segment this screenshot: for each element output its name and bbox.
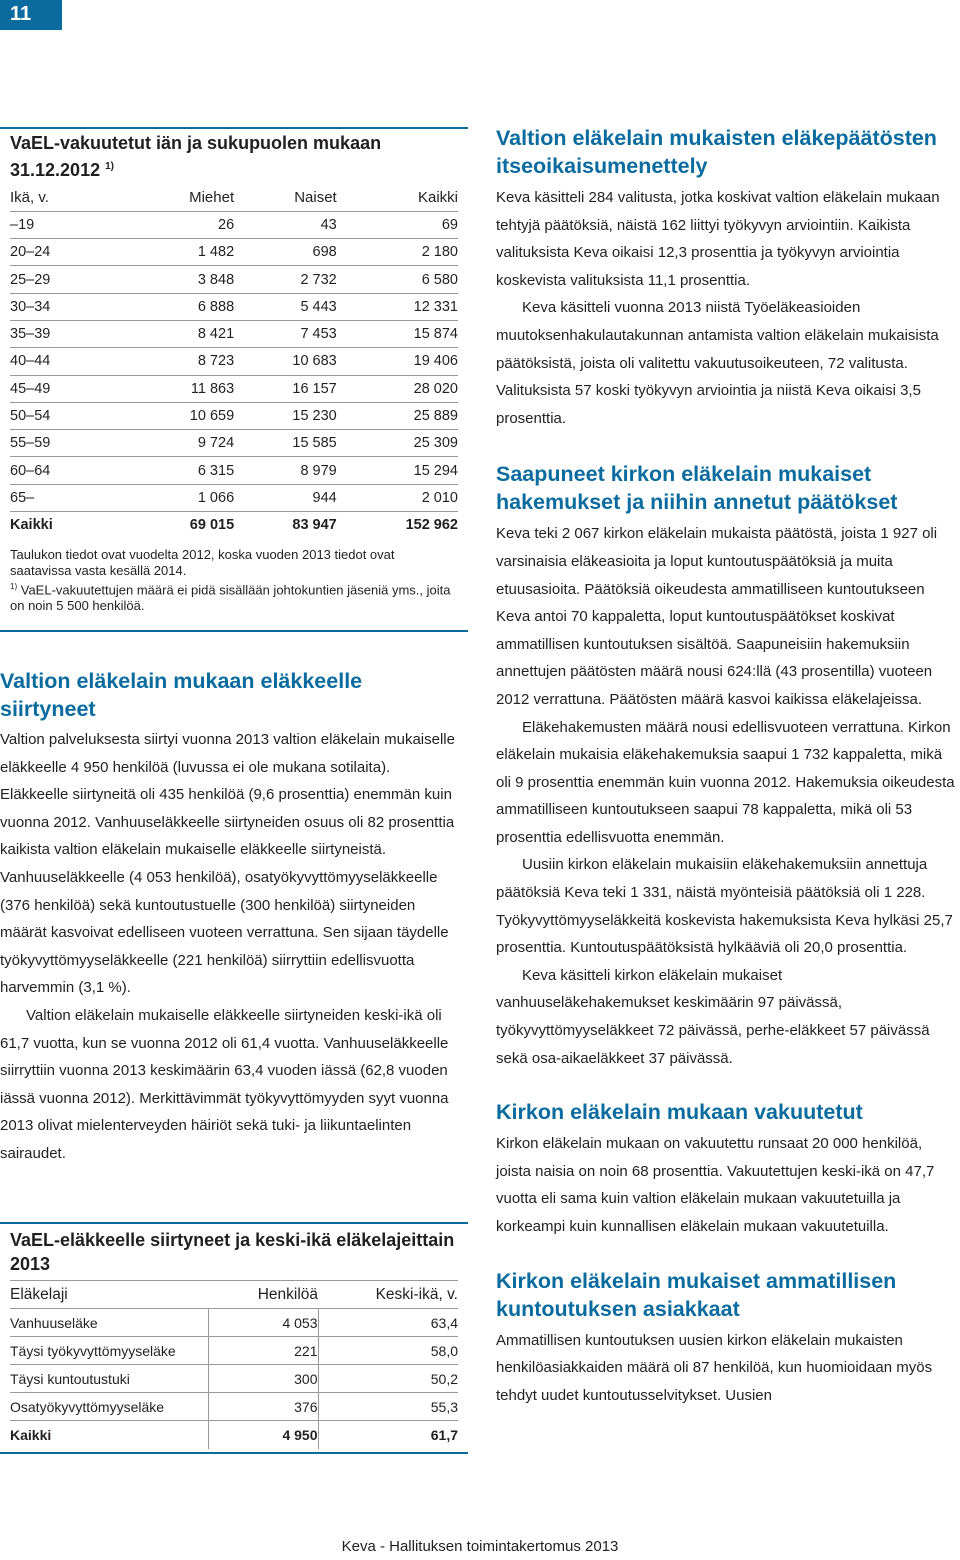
section-body <box>496 1327 956 1410</box>
table-cell: 69 <box>337 211 458 238</box>
paragraph: Keva käsitteli vuonna 2013 niistä Työeläkeasioiden muutoksenhakulautakunnan antamista valtion eläkelain mukaisista päätöksistä, joista oli valitettu vakuutusoikeuteen, 72 valitusta. Valituksista 57 koski työkyvyn arviointia ja niistä Keva oikaisi 3,5 prosenttia. <box>496 299 939 427</box>
table-row <box>10 266 458 293</box>
total-cell: 4 950 <box>208 1421 318 1449</box>
table-note <box>10 547 458 614</box>
col-header-men: Miehet <box>130 184 234 211</box>
total-cell: Kaikki <box>10 517 53 534</box>
table-cell: 35–39 <box>10 320 130 347</box>
table-cell: 28 020 <box>337 375 458 402</box>
table-cell: 50,2 <box>318 1365 458 1393</box>
table-total-row <box>10 1421 458 1449</box>
table-cell: 12 331 <box>337 293 458 320</box>
table-cell: 8 421 <box>130 320 234 347</box>
section-heading: Kirkon eläkelain mukaiset ammatillisen kuntoutuksen asiakkaat <box>496 1268 897 1321</box>
table-row <box>10 1365 458 1393</box>
table-cell: 19 406 <box>337 348 458 375</box>
table-cell: Vanhuuseläke <box>10 1309 208 1337</box>
paragraph: Kirkon eläkelain mukaan on vakuutettu runsaat 20 000 henkilöä, joista naisia on noin 68 prosenttia. Vakuutettujen keski-ikä on 47,7 vuotta eli sama kuin valtion eläkelain mukaan vakuutetuilla ja korkeampi kuin kunnallisen eläkelain mukaan vakuutetuilla. <box>496 1135 935 1235</box>
table-row <box>10 457 458 484</box>
table-row <box>10 320 458 347</box>
col-header-all: Kaikki <box>337 184 458 211</box>
table-cell: 55–59 <box>10 430 130 457</box>
table-cell: Täysi kuntoutustuki <box>10 1365 208 1393</box>
section-heading: Saapuneet kirkon eläkelain mukaiset hakemukset ja niihin annetut päätökset <box>496 462 898 515</box>
table-cell: 55,3 <box>318 1393 458 1421</box>
table-cell: 20–24 <box>10 239 130 266</box>
col-header-persons: Henkilöä <box>208 1281 318 1309</box>
table-cell: 15 294 <box>337 457 458 484</box>
table-title-text: VaEL-vakuutetut iän ja sukupuolen mukaan 31.12.2012 <box>10 133 382 180</box>
table-cell: 63,4 <box>318 1309 458 1337</box>
page-footer: Keva - Hallituksen toimintakertomus 2013 <box>341 1538 619 1555</box>
table-title: VaEL-eläkkeelle siirtyneet ja keski-ikä eläkelajeittain 2013 <box>10 1230 455 1274</box>
total-cell: 152 962 <box>405 517 458 534</box>
page-number: 11 <box>0 0 62 30</box>
table-cell: 376 <box>208 1393 318 1421</box>
table-row <box>10 348 458 375</box>
total-cell: 61,7 <box>318 1421 458 1449</box>
table-cell: 221 <box>208 1337 318 1365</box>
table-cell: 6 888 <box>130 293 234 320</box>
paragraph: Keva teki 2 067 kirkon eläkelain mukaista päätöstä, joista 1 927 oli varsinaisia eläkeasioita ja loput kuntoutuspäätöksiä ja muita etuusasioita. Päätöksiä oikeudesta ammatilliseen kuntoutukseen Keva antoi 70 kappaletta, loput kuntoutuspäätökset koskivat ammatillisen kuntoutuksen sisältöä. Saapuneisiin hakemuksiin annettujen päätösten määrä nousi 624:llä (43 prosentilla) vuoteen 2012 verrattuna. Päätösten määrä kasvoi kaikissa eläkelajeissa. <box>496 525 938 708</box>
section-body <box>496 184 956 432</box>
paragraph: Uusiin kirkon eläkelain mukaisiin eläkehakemuksiin annettuja päätöksiä Keva teki 1 331, näistä myönteisiä päätöksiä oli 1 228. Työkyvyttömyyseläkkeitä koskevista hakemuksista Keva hylkäsi 25,7 prosenttia. Kuntoutuspäätöksistä hylkääviä oli 20,0 prosenttia. <box>496 856 953 957</box>
table-cell: 40–44 <box>10 348 130 375</box>
table-cell: 11 863 <box>130 375 234 402</box>
table-header-row <box>10 1281 458 1309</box>
table-row <box>10 402 458 429</box>
table-title-footnote-mark: 1) <box>105 161 115 172</box>
table-note-2-text: VaEL-vakuutettujen määrä ei pidä sisällään johtokuntien jäseniä yms., joita on noin 5 500 henkilöä. <box>10 582 451 614</box>
table-cell: 15 874 <box>337 320 458 347</box>
table-cell: 10 683 <box>234 348 337 375</box>
table-cell: 25 309 <box>337 430 458 457</box>
table-cell: 2 732 <box>234 266 337 293</box>
table-cell: 45–49 <box>10 375 130 402</box>
table-row <box>10 1337 458 1365</box>
table-cell: 25 889 <box>337 402 458 429</box>
table-note-1: Taulukon tiedot ovat vuodelta 2012, koska vuoden 2013 tiedot ovat saatavissa vasta kesällä 2014. <box>10 546 395 578</box>
paragraph: Valtion eläkelain mukaiselle eläkkeelle siirtyneiden keski-ikä oli 61,7 vuotta, kun se vuonna 2012 oli 61,4 vuotta. Vanhuuseläkkeelle siirryttiin vuonna 2013 keskimäärin 63,4 vuoden iässä (62,8 vuoden iässä vuonna 2012). Merkittävimmät työkyvyttömyyden syyt vuonna 2013 olivat mielenterveyden häiriöt sekä tuki- ja liikuntaelinten sairaudet. <box>0 1006 449 1162</box>
table-row <box>10 293 458 320</box>
table-row <box>10 239 458 266</box>
section-body-retired <box>0 726 462 1168</box>
table-cell: 2 010 <box>337 484 458 511</box>
table-cell: –19 <box>10 211 130 238</box>
table-header-row <box>10 184 458 211</box>
table-cell: 3 848 <box>130 266 234 293</box>
table-cell: 9 724 <box>130 430 234 457</box>
right-column <box>496 124 956 1409</box>
table-cell: 15 230 <box>234 402 337 429</box>
table-cell: 7 453 <box>234 320 337 347</box>
table-cell: 50–54 <box>10 402 130 429</box>
table-cell: Osatyökyvyttömyyseläke <box>10 1393 208 1421</box>
section-heading-retired: Valtion eläkelain mukaan eläkkeelle siirtyneet <box>0 669 363 721</box>
footnote-mark: 1) <box>10 581 18 591</box>
table-cell: 944 <box>234 484 337 511</box>
table-cell: 8 979 <box>234 457 337 484</box>
col-header-pension-type: Eläkelaji <box>10 1281 208 1309</box>
table-cell: 60–64 <box>10 457 130 484</box>
paragraph: Keva käsitteli kirkon eläkelain mukaiset vanhuuseläkehakemukset keskimäärin 97 päivässä, työkyvyttömyyseläkkeet 72 päivässä, perhe-eläkkeet 57 päivässä sekä osa-aikaeläkkeet 37 päivässä. <box>496 966 930 1067</box>
table-cell: Täysi työkyvyttömyyseläke <box>10 1337 208 1365</box>
table-cell: 698 <box>234 239 337 266</box>
table-cell: 1 482 <box>130 239 234 266</box>
paragraph: Ammatillisen kuntoutuksen uusien kirkon eläkelain mukaisten henkilöasiakkaiden määrä oli 87 henkilöä, kun huomioidaan myös tehdyt uudet kuntoutusselvitykset. Uusien <box>496 1331 933 1404</box>
table-row <box>10 211 458 238</box>
table-cell: 58,0 <box>318 1337 458 1365</box>
table-cell: 6 580 <box>337 266 458 293</box>
table-cell: 43 <box>234 211 337 238</box>
table-cell: 26 <box>130 211 234 238</box>
table-row <box>10 484 458 511</box>
table-cell: 10 659 <box>130 402 234 429</box>
section-heading: Kirkon eläkelain mukaan vakuutetut <box>496 1100 863 1125</box>
table-cell: 65– <box>10 484 130 511</box>
paragraph: Eläkehakemusten määrä nousi edellisvuoteen verrattuna. Kirkon eläkelain mukaisia eläkehakemuksia saapui 1 732 kappaletta, mikä oli 9 prosenttia enemmän kuin vuonna 2012. Hakemuksia oikeudesta ammatilliseen kuntoutukseen saapui 78 kappaletta, mikä oli 53 prosenttia edellisvuotta enemmän. <box>496 718 955 846</box>
table-cell: 30–34 <box>10 293 130 320</box>
table-cell: 25–29 <box>10 266 130 293</box>
col-header-age: Ikä, v. <box>10 184 130 211</box>
table-row <box>10 375 458 402</box>
table-row <box>10 430 458 457</box>
retired-by-pension-type-table <box>0 1222 468 1454</box>
insured-by-age-table <box>0 127 468 632</box>
section-body <box>496 520 956 1072</box>
table-cell: 300 <box>208 1365 318 1393</box>
table-total-row <box>10 512 458 539</box>
table-title <box>10 131 458 182</box>
table-cell: 5 443 <box>234 293 337 320</box>
table-cell: 15 585 <box>234 430 337 457</box>
table-cell: 1 066 <box>130 484 234 511</box>
table-row <box>10 1309 458 1337</box>
table-note-2 <box>10 579 458 614</box>
table-row <box>10 1393 458 1421</box>
table-cell: 2 180 <box>337 239 458 266</box>
col-header-avg-age: Keski-ikä, v. <box>318 1281 458 1309</box>
col-header-women: Naiset <box>234 184 337 211</box>
total-cell: 69 015 <box>189 517 235 534</box>
total-cell: 83 947 <box>292 517 337 534</box>
paragraph: Keva käsitteli 284 valitusta, jotka koskivat valtion eläkelain mukaan tehtyjä päätöksiä, näistä 162 liittyi työkyvyn arviointiin. Kaikista valituksista Keva oikaisi 12,3 prosenttia ja työkyvyn arviointia koskevista valituksista 11,1 prosenttia. <box>496 189 940 289</box>
total-cell: Kaikki <box>10 1421 208 1449</box>
section-body <box>496 1130 956 1240</box>
table-cell: 4 053 <box>208 1309 318 1337</box>
table-cell: 6 315 <box>130 457 234 484</box>
table-cell: 8 723 <box>130 348 234 375</box>
paragraph: Valtion palveluksesta siirtyi vuonna 2013 valtion eläkelain mukaiselle eläkkeelle 4 950 henkilöä (luvussa ei ole mukana sotilaita). Eläkkeelle siirtyneitä oli 435 henkilöä (9,6 prosenttia) enemmän kuin vuonna 2012. Vanhuuseläkkeelle siirtyneiden osuus oli 82 prosenttia kaikista valtion eläkelain mukaiselle eläkkeelle siirtyneistä. Vanhuuseläkkeelle (4 053 henkilöä), osatyökyvyttömyyseläkkeelle (376 henkilöä) sekä kuntoutustuelle (300 henkilöä) siirtyneiden määrät kasvoivat edelliseen vuoteen verrattuna. Sen sijaan täydelle työkyvyttömyyseläkkeelle (221 henkilöä) siirryttiin edellisvuotta harvemmin (3,1 %). <box>0 731 455 997</box>
table-cell: 16 157 <box>234 375 337 402</box>
section-heading: Valtion eläkelain mukaisten eläkepäätösten itseoikaisumenettely <box>496 126 937 178</box>
